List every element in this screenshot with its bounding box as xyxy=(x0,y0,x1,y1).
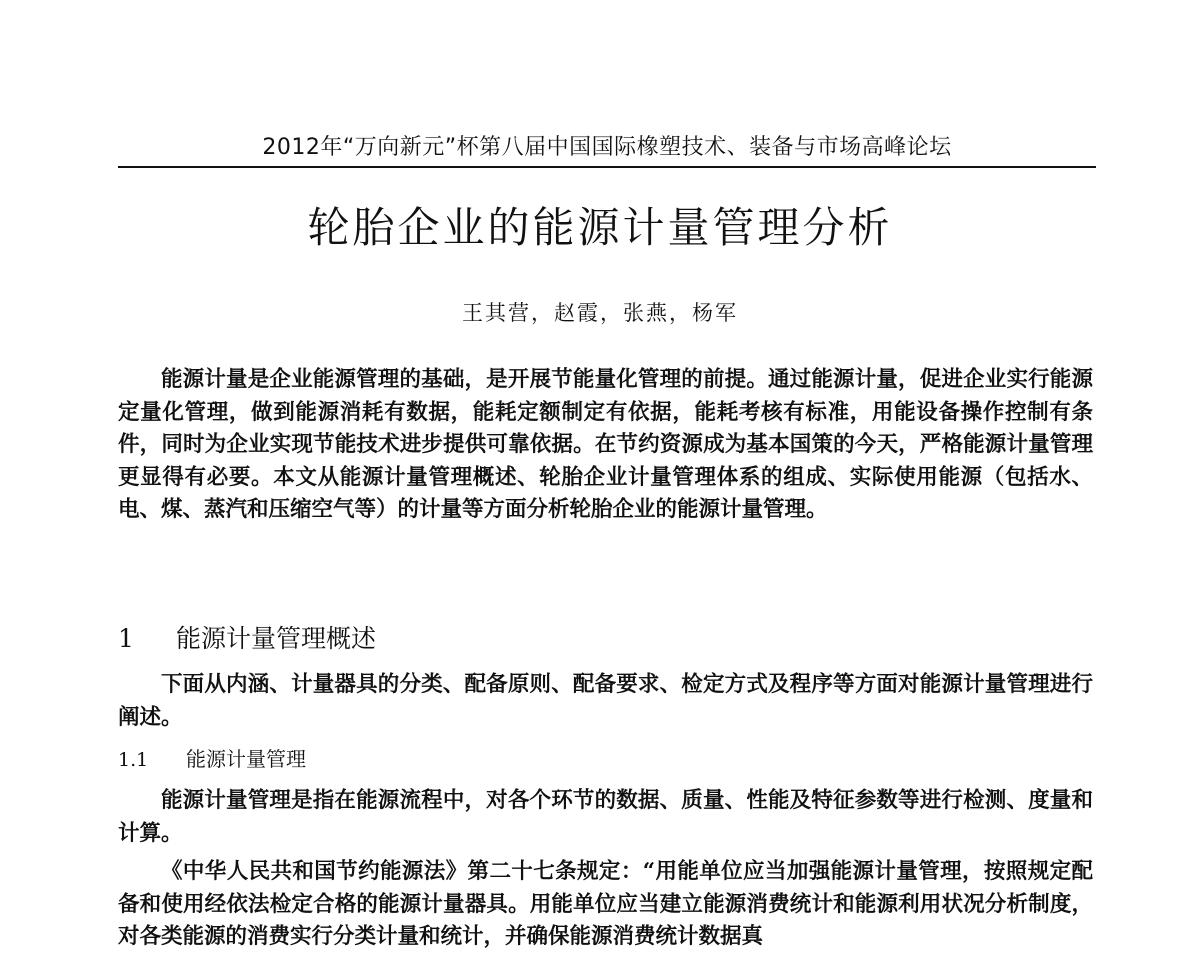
section-1-1-heading xyxy=(118,744,306,775)
energy-law-quote-paragraph: 《中华人民共和国节约能源法》第二十七条规定：“用能单位应当加强能源计量管理，按照规定配备和使用经依法检定合格的能源计量器具。用能单位应当建立能源消费统计和能源利用状况分析制度，对各类能源的消费实行分类计量和统计，并确保能源消费统计数据真 xyxy=(118,859,1093,949)
section-1-1-title: 能源计量管理 xyxy=(186,747,306,771)
paper-title: 轮胎企业的能源计量管理分析 xyxy=(307,203,893,252)
section-1-1-paragraph: 能源计量管理是指在能源流程中，对各个环节的数据、质量、性能及特征参数等进行检测、度量和计算。 xyxy=(118,788,1093,846)
section-1-intro-paragraph: 下面从内涵、计量器具的分类、配备原则、配备要求、检定方式及程序等方面对能源计量管理进行阐述。 xyxy=(118,672,1093,730)
header-divider xyxy=(118,166,1096,168)
section-1-title: 能源计量管理概述 xyxy=(176,624,377,653)
section-1-heading xyxy=(118,622,376,656)
author-list: 王其营，赵霞，张燕，杨军 xyxy=(462,301,738,325)
section-1-number: 1 xyxy=(118,624,134,653)
conference-header: 2012年“万向新元”杯第八届中国国际橡塑技术、装备与市场高峰论坛 xyxy=(262,135,952,160)
section-1-1-number: 1.1 xyxy=(118,749,149,771)
abstract-paragraph: 能源计量是企业能源管理的基础，是开展节能量化管理的前提。通过能源计量，促进企业实行能源定量化管理，做到能源消耗有数据，能耗定额制定有依据，能耗考核有标准，用能设备操作控制有条件，同时为企业实现节能技术进步提供可靠依据。在节约资源成为基本国策的今天，严格能源计量管理更显得有必要。本文从能源计量管理概述、轮胎企业计量管理体系的组成、实际使用能源（包括水、电、煤、蒸汽和压缩空气等）的计量等方面分析轮胎企业的能源计量管理。 xyxy=(118,367,1093,522)
